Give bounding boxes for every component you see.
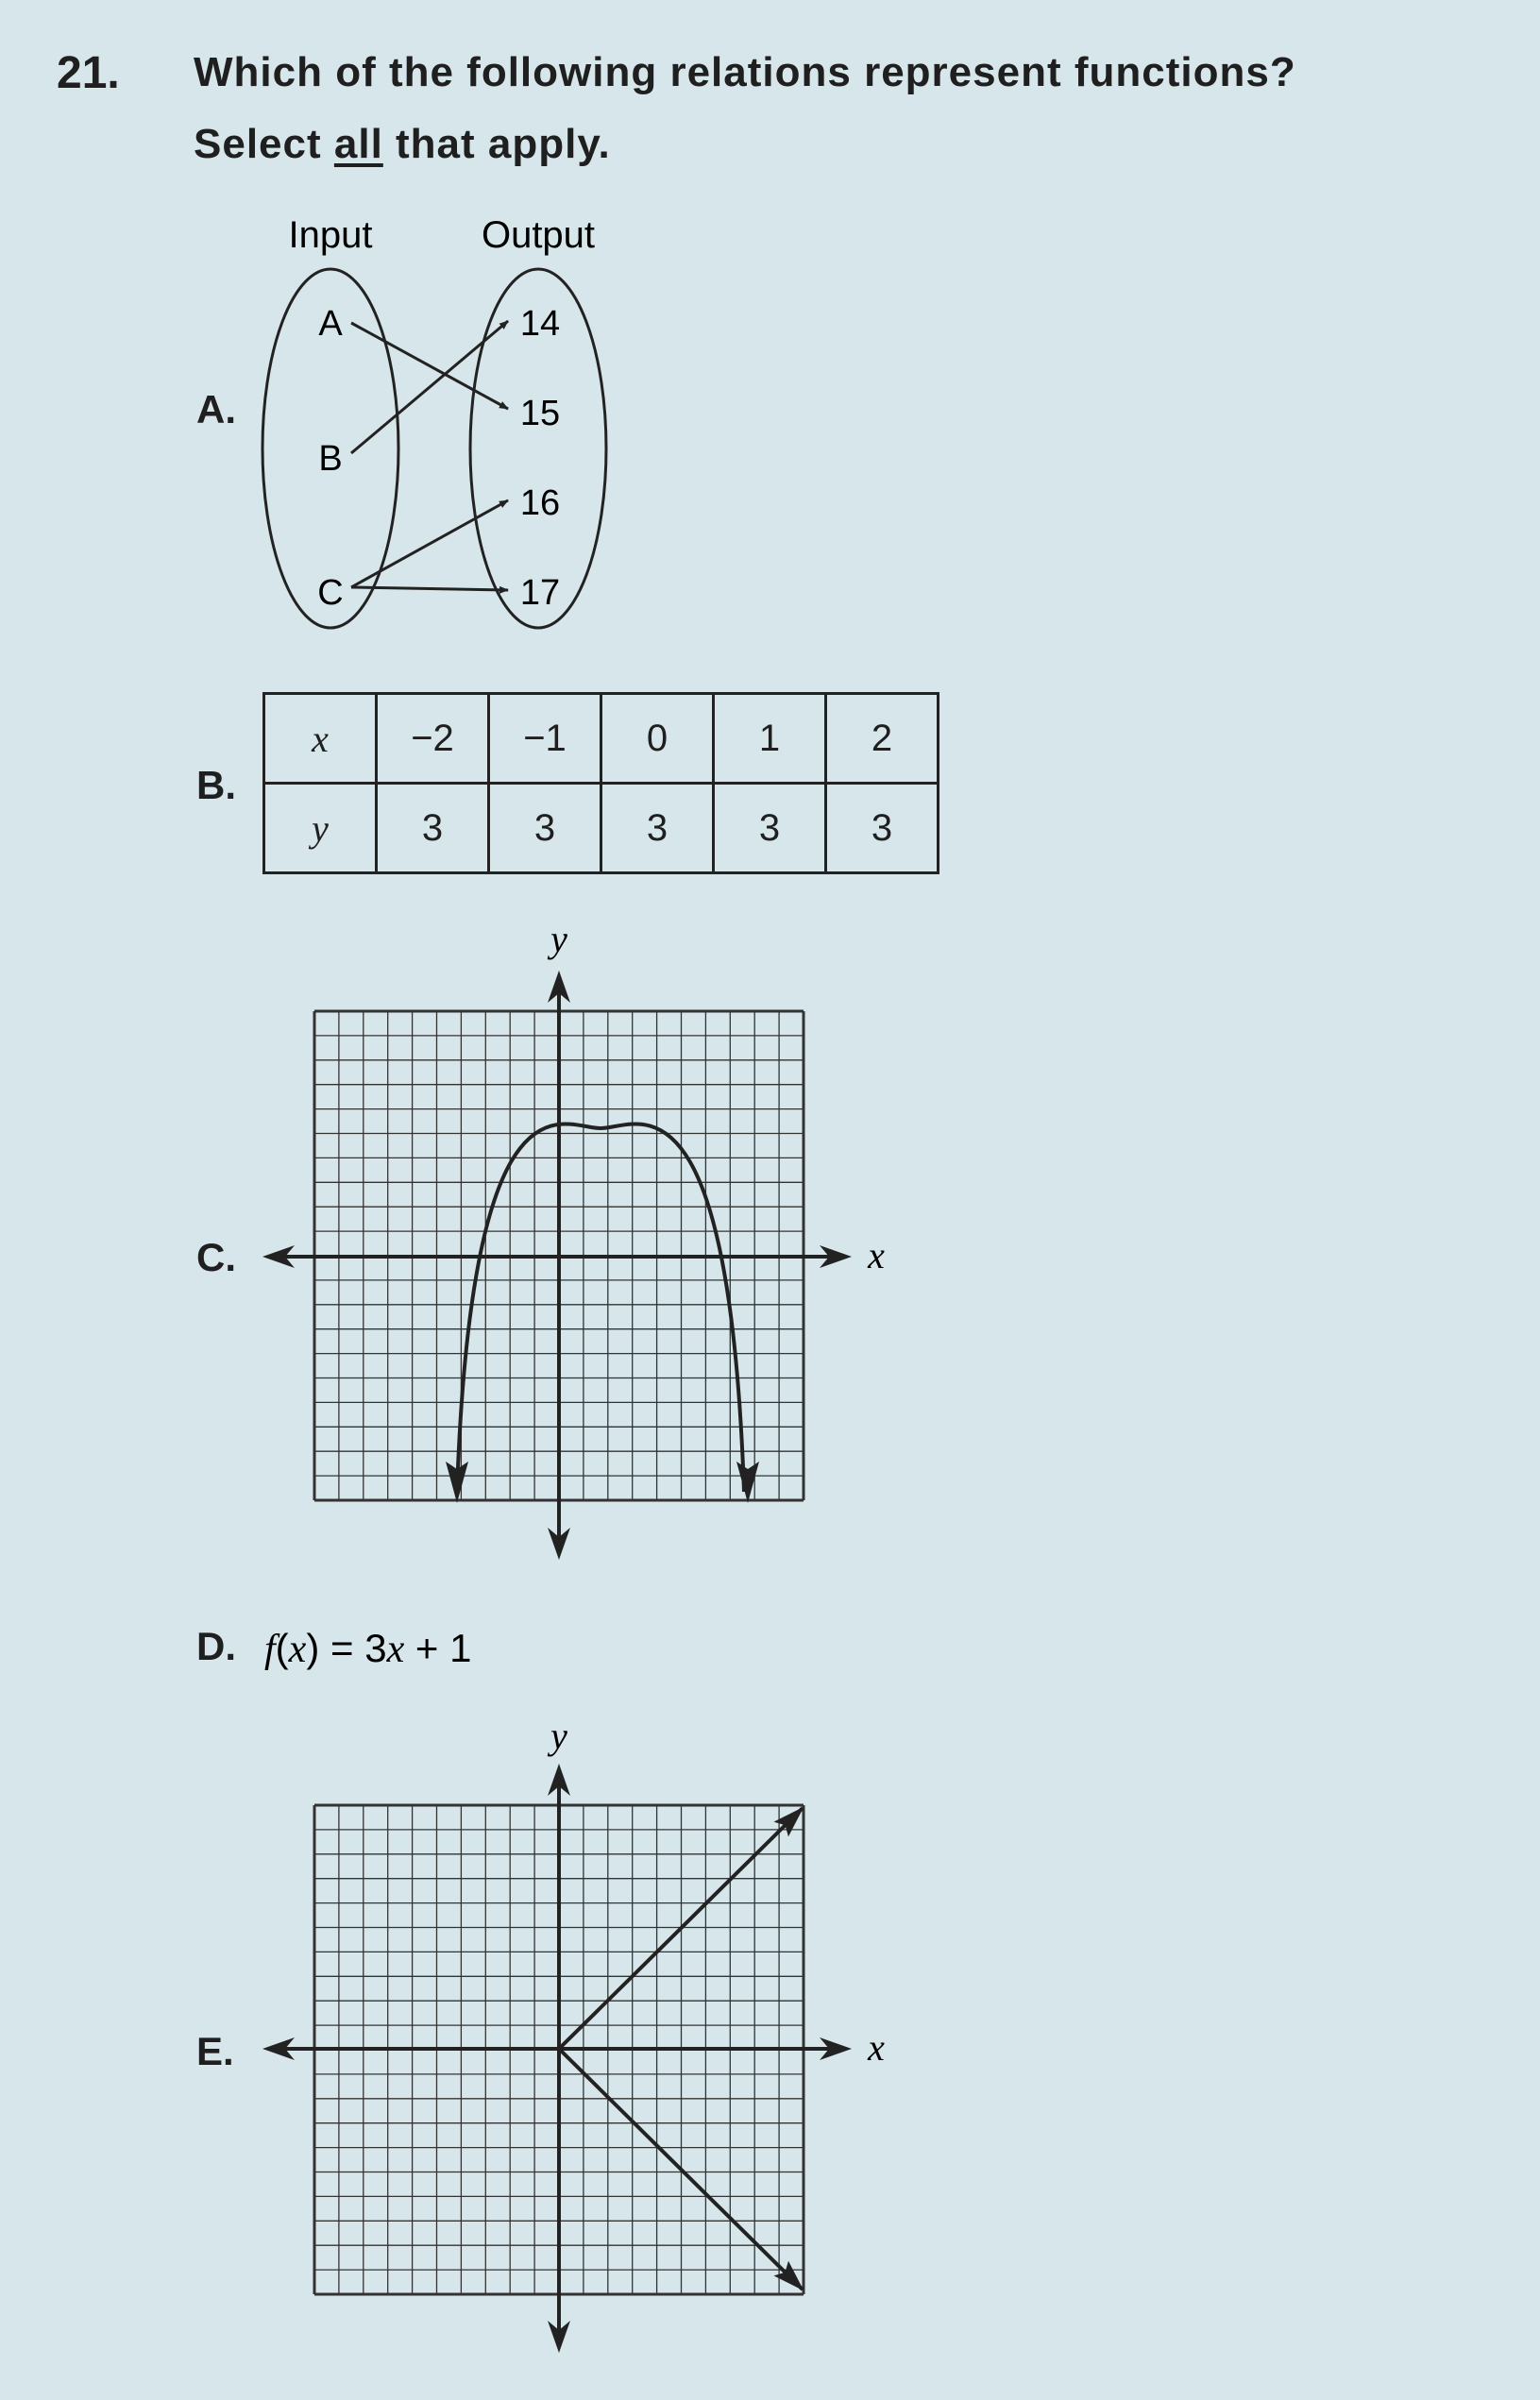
table-header-x: x bbox=[264, 694, 377, 784]
mapping-arrow bbox=[351, 587, 508, 590]
option-b-label[interactable]: B. bbox=[196, 763, 236, 807]
graph-c bbox=[262, 918, 885, 1560]
option-c-label[interactable]: C. bbox=[196, 1235, 236, 1279]
table-cell: 3 bbox=[377, 784, 489, 873]
table-row bbox=[264, 694, 939, 784]
instruction-part: that apply. bbox=[382, 121, 611, 167]
table-cell: −2 bbox=[377, 694, 489, 784]
table-cell: 3 bbox=[826, 784, 939, 873]
y-axis-label: y bbox=[550, 1715, 567, 1757]
equation-d bbox=[264, 1626, 471, 1671]
mapping-output-title: Output bbox=[481, 214, 596, 256]
input-value: A bbox=[318, 304, 343, 344]
output-value: 16 bbox=[519, 483, 561, 523]
instruction-emphasis: all bbox=[333, 121, 383, 167]
curve-arrow-right bbox=[736, 1462, 759, 1503]
table-cell: 0 bbox=[601, 694, 714, 784]
eq-part: ) bbox=[306, 1626, 320, 1670]
eq-part: + 1 bbox=[404, 1626, 472, 1670]
option-d-label[interactable]: D. bbox=[196, 1624, 236, 1668]
table-cell: 2 bbox=[826, 694, 939, 784]
x-axis-label: x bbox=[868, 2026, 885, 2069]
mapping-input-title: Input bbox=[288, 214, 373, 256]
question-text: Which of the following relations represent functions? bbox=[194, 49, 1296, 95]
instruction-part: Select bbox=[194, 121, 334, 167]
table-cell: 1 bbox=[714, 694, 826, 784]
table-row bbox=[264, 784, 939, 873]
output-value: 17 bbox=[519, 573, 561, 613]
eq-part: x bbox=[288, 1628, 307, 1671]
mapping-arrow bbox=[351, 321, 508, 453]
output-value: 14 bbox=[519, 304, 561, 344]
eq-part: ( bbox=[275, 1626, 289, 1670]
table-cell: 3 bbox=[714, 784, 826, 873]
parabola-curve bbox=[457, 1124, 744, 1492]
xy-table bbox=[262, 692, 939, 874]
input-value: C bbox=[317, 573, 344, 613]
eq-part: = 3 bbox=[319, 1626, 387, 1670]
mapping-arrow bbox=[351, 500, 508, 587]
mapping-diagram bbox=[262, 214, 606, 628]
eq-part: x bbox=[386, 1628, 405, 1671]
y-axis-label: y bbox=[550, 918, 567, 960]
eq-part: f bbox=[264, 1628, 276, 1671]
table-header-y: y bbox=[264, 784, 377, 873]
table-cell: 3 bbox=[601, 784, 714, 873]
question-number: 21. bbox=[57, 48, 120, 98]
output-value: 15 bbox=[519, 394, 561, 433]
table-cell: −1 bbox=[489, 694, 601, 784]
input-value: B bbox=[318, 439, 343, 479]
graph-e bbox=[262, 1715, 885, 2353]
option-e-label[interactable]: E. bbox=[196, 2029, 234, 2073]
x-axis-label: x bbox=[868, 1234, 885, 1276]
table-cell: 3 bbox=[489, 784, 601, 873]
option-a-label[interactable]: A. bbox=[196, 387, 236, 431]
